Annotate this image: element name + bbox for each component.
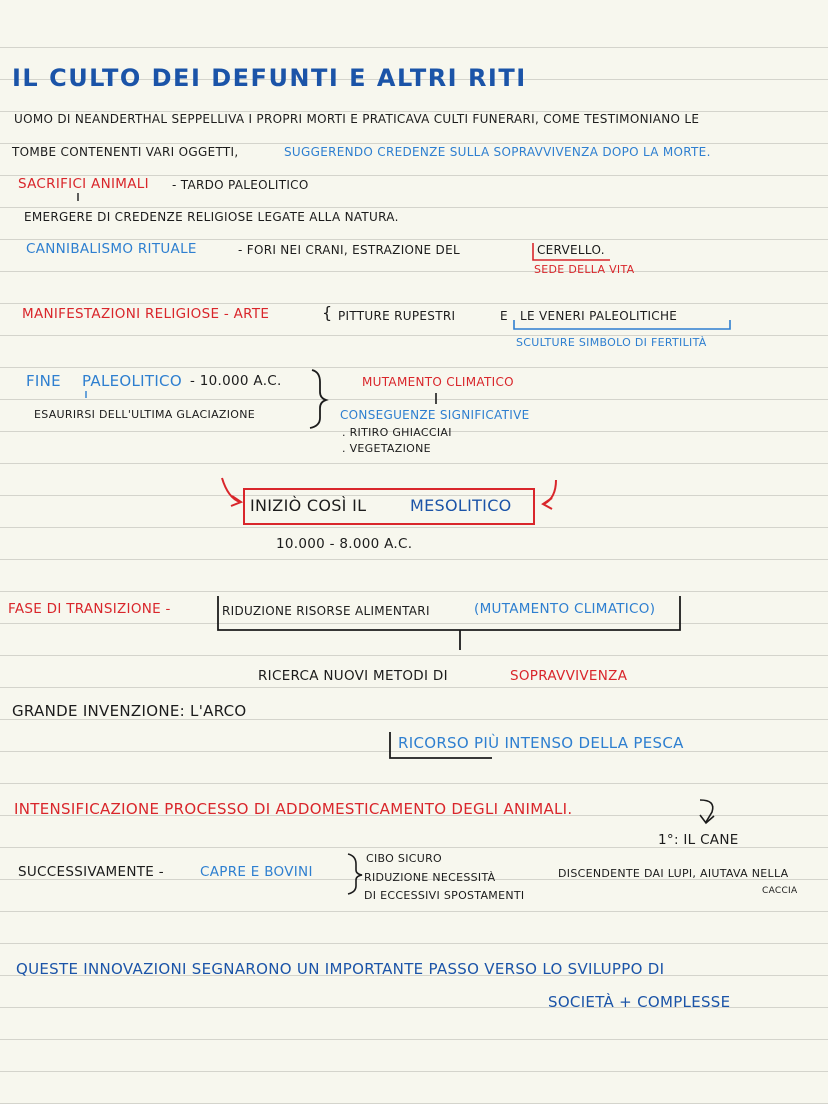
mutamento-text: MUTAMENTO CLIMATICO bbox=[362, 375, 514, 389]
animali-arrow bbox=[700, 800, 713, 822]
cibo-text: CIBO SICURO bbox=[366, 852, 442, 865]
intro-line-2a: TOMBE CONTENENTI VARI OGGETTI, bbox=[12, 145, 239, 159]
veneri-text: LE VENERI PALEOLITICHE bbox=[520, 309, 678, 323]
cannibalismo-rest: - FORI NEI CRANI, ESTRAZIONE DEL bbox=[238, 243, 460, 257]
paleolitico-text: PALEOLITICO bbox=[82, 372, 182, 390]
fine-label: FINE bbox=[26, 372, 61, 390]
manifestazioni-brace: { bbox=[322, 303, 333, 322]
addomesticamento-text: INTENSIFICAZIONE PROCESSO DI ADDOMESTICAMENTO DEGLI ANIMALI. bbox=[14, 800, 573, 818]
riduzione-necessita: RIDUZIONE NECESSITÀ bbox=[364, 871, 496, 884]
esaurirsi-text: ESAURIRSI DELL'ULTIMA GLACIAZIONE bbox=[34, 408, 256, 421]
intro-line-1: UOMO DI NEANDERTHAL SEPPELLIVA I PROPRI MORTI E PRATICAVA CULTI FUNERARI, COME TESTIMONIANO LE bbox=[14, 112, 700, 126]
emergere-text: EMERGERE DI CREDENZE RELIGIOSE LEGATE ALLA NATURA. bbox=[24, 210, 399, 224]
caccia-text: CACCIA bbox=[762, 886, 798, 896]
conseguenze-text: CONSEGUENZE SIGNIFICATIVE bbox=[340, 408, 530, 422]
eccessivi-spostamenti: DI ECCESSIVI SPOSTAMENTI bbox=[364, 889, 525, 902]
pesca-text: RICORSO PIÙ INTENSO DELLA PESCA bbox=[398, 734, 684, 752]
capre-text: CAPRE E BOVINI bbox=[200, 864, 313, 880]
transizione-mutamento: (MUTAMENTO CLIMATICO) bbox=[474, 601, 656, 617]
successivamente-label: SUCCESSIVAMENTE - bbox=[18, 864, 164, 880]
arrow-right bbox=[544, 480, 556, 504]
sculture-text: SCULTURE SIMBOLO DI FERTILITÀ bbox=[516, 336, 707, 349]
page-title: IL CULTO DEI DEFUNTI E ALTRI RITI bbox=[12, 64, 527, 92]
cervello-text: CERVELLO. bbox=[537, 243, 605, 257]
fine-brace bbox=[310, 370, 326, 428]
cannibalismo-label: CANNIBALISMO RITUALE bbox=[26, 241, 197, 257]
intro-line-2b: SUGGERENDO CREDENZE SULLA SOPRAVVIVENZA DOPO LA MORTE. bbox=[284, 145, 711, 159]
e-text: E bbox=[500, 309, 508, 323]
cane-text: 1°: IL CANE bbox=[658, 832, 739, 848]
transizione-riduzione: RIDUZIONE RISORSE ALIMENTARI bbox=[222, 604, 430, 618]
capre-brace bbox=[348, 854, 362, 894]
sede-text: SEDE DELLA VITA bbox=[534, 263, 635, 276]
fine-date: - 10.000 A.C. bbox=[190, 373, 282, 389]
mesolitico-prefix: INIZIÒ COSÌ IL bbox=[250, 496, 367, 515]
invenzione-text: GRANDE INVENZIONE: L'ARCO bbox=[12, 702, 247, 720]
sacrifici-rest: - TARDO PALEOLITICO bbox=[172, 178, 309, 192]
sacrifici-label: SACRIFICI ANIMALI bbox=[18, 176, 149, 192]
conseguenze-item-2: . VEGETAZIONE bbox=[342, 442, 431, 455]
manifestazioni-label: MANIFESTAZIONI RELIGIOSE - ARTE bbox=[22, 306, 270, 322]
ricerca-prefix: RICERCA NUOVI METODI DI bbox=[258, 668, 448, 684]
transizione-label: FASE DI TRANSIZIONE - bbox=[8, 601, 171, 617]
mesolitico-word: MESOLITICO bbox=[410, 496, 512, 515]
arrow-right-head bbox=[543, 498, 552, 509]
conclusione-line-2: SOCIETÀ + COMPLESSE bbox=[548, 993, 731, 1011]
arrow-left-head bbox=[231, 496, 241, 506]
conclusione-line-1: QUESTE INNOVAZIONI SEGNARONO UN IMPORTANTE PASSO VERSO LO SVILUPPO DI bbox=[16, 960, 665, 978]
animali-arrow-head bbox=[700, 815, 714, 823]
mesolitico-dates: 10.000 - 8.000 A.C. bbox=[276, 536, 413, 552]
pitture-text: PITTURE RUPESTRI bbox=[338, 309, 456, 323]
arrow-left bbox=[222, 478, 240, 502]
discendente-text: DISCENDENTE DAI LUPI, AIUTAVA NELLA bbox=[558, 867, 789, 880]
conseguenze-item-1: . RITIRO GHIACCIAI bbox=[342, 426, 452, 439]
ricerca-word: SOPRAVVIVENZA bbox=[510, 668, 628, 684]
